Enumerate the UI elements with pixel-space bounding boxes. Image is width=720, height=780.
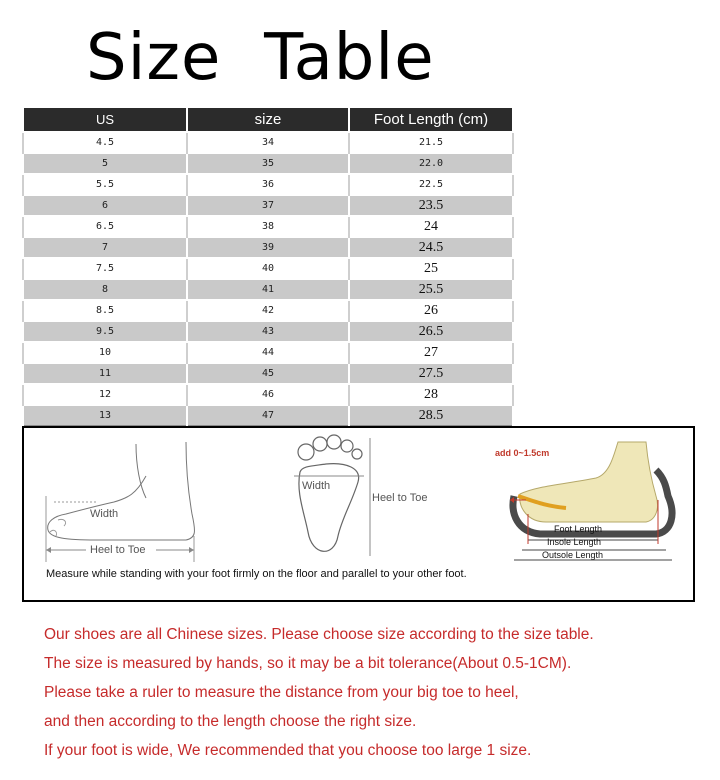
cell-size: 44 — [187, 342, 349, 363]
cell-us: 7.5 — [23, 258, 187, 279]
cell-size: 36 — [187, 174, 349, 195]
table-row — [23, 195, 513, 216]
table-row — [23, 384, 513, 405]
cell-us: 12 — [23, 384, 187, 405]
cell-us: 9.5 — [23, 321, 187, 342]
cell-foot-length: 26 — [349, 300, 513, 321]
cell-foot-length: 22.0 — [349, 153, 513, 174]
cell-foot-length: 22.5 — [349, 174, 513, 195]
cell-size: 47 — [187, 405, 349, 426]
header-foot-length: Foot Length (cm) — [349, 107, 513, 132]
cell-foot-length: 25.5 — [349, 279, 513, 300]
cell-size: 46 — [187, 384, 349, 405]
cell-us: 8 — [23, 279, 187, 300]
outsole-length-label: Outsole Length — [542, 550, 604, 560]
measurement-diagram — [22, 426, 695, 602]
sole-width-label: Width — [302, 480, 331, 492]
cell-size: 42 — [187, 300, 349, 321]
table-row — [23, 153, 513, 174]
cell-foot-length: 26.5 — [349, 321, 513, 342]
note-line: Please take a ruler to measure the distance from your big toe to heel, — [44, 684, 519, 701]
sole-illustration — [286, 432, 386, 562]
table-row — [23, 216, 513, 237]
table-row — [23, 405, 513, 426]
cell-size: 35 — [187, 153, 349, 174]
cell-foot-length: 24.5 — [349, 237, 513, 258]
side-width-label: Width — [90, 508, 119, 520]
cell-size: 38 — [187, 216, 349, 237]
cell-foot-length: 21.5 — [349, 132, 513, 153]
header-size: size — [187, 107, 349, 132]
cell-size: 39 — [187, 237, 349, 258]
measure-instruction: Measure while standing with your foot firmly on the floor and parallel to your other foot. — [46, 568, 467, 580]
header-us: US — [23, 107, 187, 132]
table-row — [23, 363, 513, 384]
cell-size: 37 — [187, 195, 349, 216]
cell-us: 4.5 — [23, 132, 187, 153]
cell-us: 10 — [23, 342, 187, 363]
side-heel-to-toe-label: Heel to Toe — [90, 544, 146, 556]
table-row — [23, 300, 513, 321]
cell-foot-length: 28 — [349, 384, 513, 405]
cell-us: 5 — [23, 153, 187, 174]
cell-foot-length: 27 — [349, 342, 513, 363]
table-row — [23, 237, 513, 258]
cell-us: 6 — [23, 195, 187, 216]
cell-us: 13 — [23, 405, 187, 426]
cell-foot-length: 25 — [349, 258, 513, 279]
cell-us: 6.5 — [23, 216, 187, 237]
cell-foot-length: 24 — [349, 216, 513, 237]
table-row — [23, 279, 513, 300]
table-row — [23, 132, 513, 153]
cell-us: 11 — [23, 363, 187, 384]
cell-us: 8.5 — [23, 300, 187, 321]
cell-size: 34 — [187, 132, 349, 153]
cell-foot-length: 23.5 — [349, 195, 513, 216]
sole-heel-to-toe-label: Heel to Toe — [372, 492, 428, 504]
cell-size: 43 — [187, 321, 349, 342]
cell-foot-length: 27.5 — [349, 363, 513, 384]
cell-size: 40 — [187, 258, 349, 279]
notes-block — [44, 620, 594, 765]
note-line: and then according to the length choose the right size. — [44, 713, 417, 730]
cell-us: 5.5 — [23, 174, 187, 195]
note-line: The size is measured by hands, so it may be a bit tolerance(About 0.5-1CM). — [44, 655, 572, 672]
note-line: Our shoes are all Chinese sizes. Please choose size according to the size table. — [44, 626, 594, 643]
insole-length-label: Insole Length — [547, 537, 602, 547]
foot-length-label: Foot Length — [554, 524, 603, 534]
table-row — [23, 174, 513, 195]
note-line: If your foot is wide, We recommended that you choose too large 1 size. — [44, 742, 532, 759]
cell-size: 41 — [187, 279, 349, 300]
size-table — [22, 106, 514, 426]
table-row — [23, 342, 513, 363]
table-row — [23, 321, 513, 342]
table-header-row — [23, 107, 513, 132]
cell-size: 45 — [187, 363, 349, 384]
page-title: Size Table — [86, 21, 435, 95]
cell-us: 7 — [23, 237, 187, 258]
table-row — [23, 258, 513, 279]
add-allowance-label: add 0~1.5cm — [495, 448, 550, 458]
cell-foot-length: 28.5 — [349, 405, 513, 426]
